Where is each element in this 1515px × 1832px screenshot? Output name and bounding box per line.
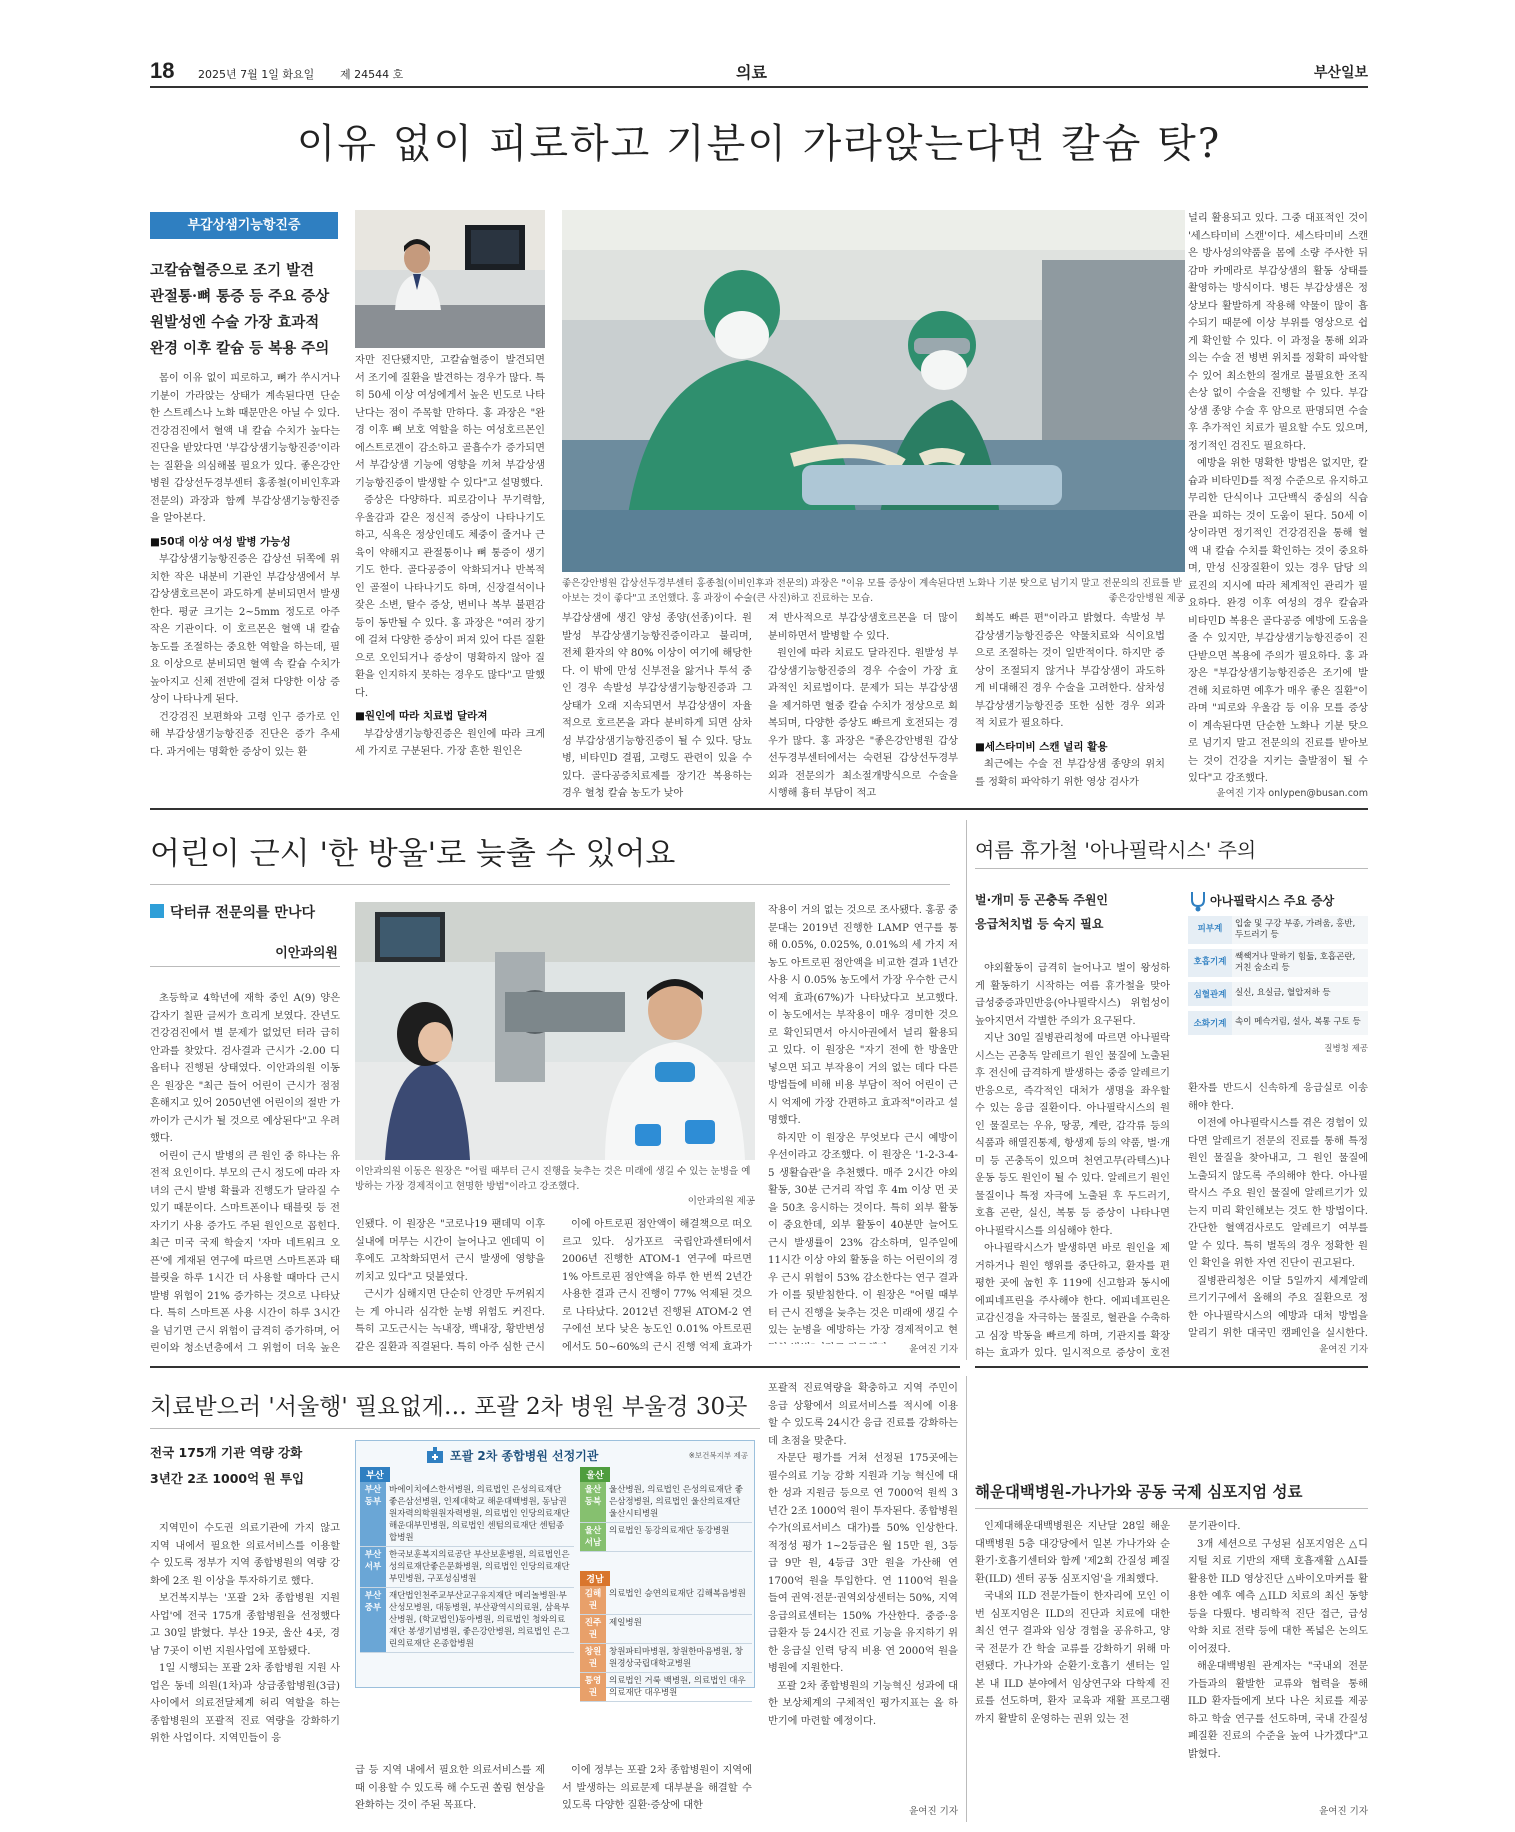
hospital-cell: 의료법인 거룩 백병원, 의료법인 대우의료재단 대우병원 (606, 1673, 752, 1702)
paragraph: 증상은 다양하다. 피로감이나 무기력함, 우울감과 같은 정신적 증상이 나타나기도 하고, 식욕은 정상인데도 체중이 줄거나 근육이 약해지고 관절통이나 뼈 통증이 생기기도 한다. 골다공증이 악화되거나 반복적인 골절이 나타나기도 하며, 신장결석이나 잦은 소변, 탈수 증상, 변비나 복부 불편감 등이 동반될 수 있다. 홍 과장은 "여러 장기에 걸쳐 다양한 증상이 퍼져 있어 다른 질환으로 오인되거나 증상이 명확하지 않아 질환을 인지하지 못하는 경우도 많다"고 말했다. (355, 495, 545, 699)
symptom-category: 심혈관계 (1193, 990, 1227, 1000)
area-cell: 통영권 (580, 1673, 606, 1702)
symptom-text: 실신, 요실금, 혈압저하 등 (1232, 982, 1368, 1006)
symptom-box-credit: 질병청 제공 (1324, 1044, 1368, 1054)
area-cell: 부산 동부 (360, 1482, 386, 1547)
story2-clinic: 이안과의원 (275, 946, 338, 961)
eye-exam-photo-caption: 이안과의원 이동은 원장은 "어릴 때부터 근시 진행을 늦추는 것은 미래에 생길 수 있는 눈병을 예방하는 가장 경제적이고 현명한 방법"이라고 강조했다. (355, 1166, 751, 1192)
paragraph: 건강검진 보편화와 고령 인구 증가로 인해 부갑상샘기능항진증 진단은 증가 추세다. 과거에는 명확한 증상이 있는 환 (150, 711, 340, 758)
paragraph: 지난 30일 질병관리청에 따르면 아나필락시스는 곤충독 알레르기 원인 물질에 노출된 후 전신에 급격하게 발생하는 중증 알레르기 반응으로, 즉각적인 대처가 생명을 좌우할 수 있는 응급 질환이다. 아나필락시스의 원인 물질로는 우유, 땅콩, 계란, 갑각류 등의 식품과 해열진통제, 항생제 등의 약품, 벌·개미 등 곤충독이 있으며 천연고무(라텍스)나 운동 등도 원인이 될 수 있다. 알레르기 원인 물질이나 특정 자극에 노출된 후 두드러기, 호흡 곤란, 실신, 복통 등 증상이 나타나면 아나필락시스를 의심해야 한다. (975, 1033, 1170, 1237)
table-title: 포괄 2차 종합병원 선정기관 (450, 1449, 599, 1463)
paragraph: 하지만 이 원장은 무엇보다 근시 예방이 우선이라고 강조했다. 이 원장은 '1-2-3-4-5 생활습관'을 추천했다. 매주 2시간 야외활동, 30분 근거리 작업 후 4m 이상 먼 곳을 50초 응시하는 것이다. 특히 외부 활동이 중요한데, 외부 활동이 40분만 늘어도 근시 발생률이 23% 감소하며, 일주일에 11시간 이상 야외 활동을 하는 어린이의 경우 근시 위험이 53% 감소한다는 연구 결과가 이를 뒷받침한다. 이 원장은 "어릴 때부터 근시 진행을 늦추는 것은 미래에 생길 수 있는 눈병을 예방하는 가장 경제적이고 현 (768, 1132, 958, 1336)
paragraph: 지역민이 수도권 의료기관에 가지 않고 지역 내에서 필요한 의료서비스를 이용할 수 있도록 정부가 지역 종합병원의 역량 강화에 2조 원 이상을 투자하기로 했다. (150, 1523, 340, 1587)
deck-line: 고칼슘혈증으로 조기 발견 (150, 262, 315, 279)
ulsan-group (580, 1467, 752, 1552)
area-cell: 울산 동북 (580, 1482, 606, 1523)
story5-headline: 해운대백병원-가나가와 공동 국제 심포지엄 성료 (975, 1482, 1303, 1501)
paragraph: 문기관이다. (1188, 1521, 1241, 1532)
paragraph: 자만 진단됐지만, 고칼슘혈증이 발견되면서 조기에 질환을 발견하는 경우가 많다. 특히 50세 이상 여성에게서 높은 빈도로 나타난다는 점이 주목할 만하다. 홍 과장은 "완경 이후 뼈 보호 역할을 하는 여성호르몬인 에스트로겐이 감소하고 골흡수가 증가되면서 부갑상샘 기능에 영향을 끼쳐 부갑상샘기능항진증이 발생할 수 있다"고 설명했다. (355, 355, 545, 489)
story4-column-3 (562, 1762, 752, 1818)
surgery-photo-credit: 좋은강안병원 제공 (1108, 593, 1185, 604)
deck-line: 관절통·뼈 통증 등 주요 증상 (150, 288, 330, 305)
paragraph: 이전에 아나필락시스를 겪은 경험이 있다면 알레르기 전문의 진료를 통해 특정 원인 물질을 찾아내고, 그 원인 물질에 노출되지 않도록 주의해야 한다. 아나필락시스 주요 원인 물질에 알레르기가 있는지 미리 확인해보는 것도 한 방법이다. 간단한 혈액검사로도 알레르기 여부를 알 수 있다. 특히 벌독의 경우 정확한 원인 확인을 위한 자연 진단이 권고된다. (1188, 1118, 1368, 1269)
story4-column-4 (768, 1380, 958, 1806)
paragraph: 널리 활용되고 있다. 그중 대표적인 것이 '세스타미비 스캔'이다. 세스타미비 스캔은 방사성의약품을 몸에 소량 주사한 뒤 감마 카메라로 부갑상샘의 활동 상태를 촬영하는 방식이다. 병든 부갑상샘은 정상보다 활발하게 작용해 약물이 많이 흡수되기 때문에 이상 부위를 영상으로 쉽게 확인할 수 있다. 이 과정을 통해 외과의는 수술 전 병변 위치를 정확히 파악할 수 있어 최소한의 절개로 불필요한 조직 손상 없이 수술을 진행할 수 있다. 부갑상샘 종양 수술 후 암으로 판명되면 수술 후 추가적인 치료가 필요할 수도 있으며, 정기적인 검진도 필요하다. (1188, 213, 1368, 452)
story2-column-1 (150, 990, 340, 1358)
paragraph: 져 반사적으로 부갑상샘호르몬을 더 많이 분비하면서 발병할 수 있다. (768, 613, 958, 642)
hospital-cell: 의료법인 동강의료재단 동강병원 (606, 1523, 752, 1552)
table-row (580, 1482, 752, 1523)
story3-headline-rule (975, 868, 1368, 869)
story4-column-1 (150, 1520, 340, 1818)
column-divider (966, 1376, 967, 1822)
area-cell: 진주권 (580, 1615, 606, 1644)
paragraph: 질병관리청은 이달 5일까지 세계알레르기기구에서 올해의 주요 질환으로 정한 아나필락시스의 예방과 대처 방법을 알리기 위한 대국민 캠페인을 실시한다. (1188, 1275, 1368, 1339)
paragraph: 보건복지부는 '포괄 2차 종합병원 지원 사업'에 전국 175개 종합병원을 선정했다고 30일 밝혔다. 부산 19곳, 울산 4곳, 경남 7곳이 이번 지원사업에 포함됐다. (150, 1593, 340, 1657)
table-row (360, 1482, 574, 1547)
story4-headline: 치료받으러 '서울행' 필요없게… 포괄 2차 병원 부울경 30곳 (150, 1394, 748, 1420)
masthead-rule (150, 86, 1368, 88)
paragraph: 부갑상샘에 생긴 양성 종양(선종)이다. 원발성 부갑상샘기능항진증이라고 불리며, 전체 환자의 약 80% 이상이 여기에 해당한다. 이 밖에 만성 신부전을 앓거나 투석 중인 경우 속발성 부갑상샘기능항진증과 그 상태가 오래 지속되면서 부갑상샘이 자율적으로 호르몬을 과다 분비하게 되면 삼차성 부갑상샘기능항진증이 될 수 있다. 당뇨병, 비타민D 결핍, 고령도 관련이 있을 수 있다. 골다공증치료제를 장기간 복용하는 경우 혈청 칼슘 농도가 낮아 (562, 613, 752, 799)
doctor-consult-photo (355, 210, 545, 348)
symptom-row (1188, 916, 1368, 944)
story2-column-4 (768, 902, 958, 1344)
paragraph: 포괄 2차 종합병원의 기능혁신 성과에 대한 보상체계의 구체적인 평가지표는 올 하반기에 마련할 예정이다. (768, 1680, 958, 1727)
story5-column-2 (1188, 1518, 1368, 1804)
surgery-photo-caption: 좋은강안병원 갑상선두경부센터 홍종철(이비인후과 전문의) 과장은 "이유 모를 증상이 계속된다면 노화나 기분 탓으로 넘기지 말고 전문의의 진료를 받아보는 것이 좋다"고 조언했다. 홍 과장이 수술(큰 사진)하고 진료하는 모습. (562, 578, 1182, 604)
paragraph: 급 등 지역 내에서 필요한 의료서비스를 제때 이용할 수 있도록 해 수도권 쏠림 현상을 완화하는 것이 주된 목표다. (355, 1765, 545, 1811)
hospital-table (355, 1440, 755, 1698)
table-credit: ※보건복지부 제공 (688, 1451, 748, 1460)
paragraph: 3개 세션으로 구성된 심포지엄은 △디지털 치료 기반의 재택 호흡재활 △AI를 활용한 ILD 영상진단 △바이오마커를 활용한 예후 예측 △ILD 치료의 최신 동향 등을 다뤘다. 병리학적 진단 접근, 급성 악화 치료 전략 등에 대한 폭넓은 논의도 이어졌다. (1188, 1538, 1368, 1655)
area-cell: 부산 중부 (360, 1588, 386, 1653)
story1-tag: 부갑상샘기능항진증 (150, 212, 338, 239)
table-row (360, 1588, 574, 1653)
paragraph: 몸이 이유 없이 피로하고, 뼈가 쑤시거나 기분이 가라앉는 상태가 계속된다면 단순한 스트레스나 노화 때문만은 아닐 수 있다. 건강검진에서 혈액 내 칼슘 수치가 높다는 진단을 받았다면 '부갑상샘기능항진증'이라는 질환을 의심해볼 필요가 있다. 좋은강안병원 갑상선두경부센터 홍종철(이비인후과 전문의) 과장과 함께 부갑상샘기능항진증을 알아본다. (150, 373, 340, 524)
paragraph: 회복도 빠른 편"이라고 밝혔다. 속발성 부갑상샘기능항진증은 약물치료와 식이요법으로 조절하는 것이 일반적이다. 하지만 증상이 조절되지 않거나 부갑상샘이 과도하게 비대해진 경우 수술을 고려한다. 삼차성 부갑상샘기능항진증 또한 심한 경우 외과적 치료가 필요하다. (975, 613, 1165, 729)
paragraph: 초등학교 4학년에 재학 중인 A(9) 양은 갑자기 칠판 글씨가 흐리게 보였다. 잔년도 건강검진에서 별 문제가 없었던 터라 급히 안과를 찾았다. 검사결과 근시가 -2.00 디옵터나 진행된 상태였다. 이안과의원 이동은 원장은 "최근 들어 어린이 근시가 점점 흔해지고 있어 2050년엔 어린이의 절반 가까이가 근시가 될 것으로 예상된다"고 우려했다. (150, 993, 340, 1144)
story3-deck (975, 888, 1155, 936)
symptom-row (1188, 949, 1368, 977)
paragraph: 야외활동이 급격히 늘어나고 벌이 왕성하게 활동하기 시작하는 여름 휴가철을 맞아 급성중증과민반응(아나필락시스) 위험성이 높아지면서 각별한 주의가 요구된다. (975, 963, 1170, 1027)
symptom-text: 쌕쌕거나 말하기 힘듦, 호흡곤란, 거친 숨소리 등 (1232, 949, 1368, 977)
symptom-category: 호흡기계 (1193, 957, 1227, 967)
stethoscope-icon (1188, 890, 1208, 912)
hospital-cell: 한국보훈복지의료공단 부산보훈병원, 의료법인은성의료재단좋은문화병원, 의료법인 인당의료재단 부민병원, 구포성심병원 (386, 1547, 574, 1588)
story2-headline: 어린이 근시 '한 방울'로 늦출 수 있어요 (150, 836, 676, 872)
subhead: ■세스타미비 스캔 널리 활용 (975, 740, 1108, 753)
gyeongnam-table (580, 1586, 752, 1702)
story1-byline: 윤여진 기자 onlypen@busan.com (1216, 788, 1368, 799)
story1-column-4 (768, 610, 958, 800)
table-row (580, 1644, 752, 1673)
subhead: ■원인에 따라 치료법 달라져 (355, 710, 488, 722)
story3-column-1 (975, 960, 1170, 1358)
newspaper-name: 부산일보 (1313, 65, 1368, 81)
story1-column-5 (975, 610, 1165, 800)
square-marker-icon (150, 904, 164, 918)
story1-column-2 (355, 352, 545, 800)
table-row (580, 1673, 752, 1702)
hospital-cell: 울산병원, 의료법인 은성의료재단 좋은삼정병원, 의료법인 울산의료재단 울산시티병원 (606, 1482, 752, 1523)
hospital-cell: 바에이치에스한서병원, 의료법인 은성의료재단 좋은삼선병원, 인제대학교 해운대백병원, 동남권원자력의학원원자력병원, 의료법인 인당의료재단 해운대부민병원, 의료법인 센텀의료재단 센텀종합병원 (386, 1482, 574, 1547)
area-cell: 창원권 (580, 1644, 606, 1673)
table-row (580, 1615, 752, 1644)
story4-byline: 윤여진 기자 (909, 1806, 958, 1817)
story2-column-3 (562, 1216, 752, 1358)
story2-tag-label: 닥터큐 전문의를 만나다 (170, 905, 315, 921)
story5-headline-rule (975, 1508, 1368, 1509)
story4-column-2 (355, 1762, 545, 1818)
paragraph: 근시가 심해지면 단순히 안경만 두꺼워지는 게 아니라 심각한 눈병 위험도 커진다. 특히 고도근시는 녹내장, 백내장, 황반변성 같은 질환과 직결된다. 특히 아주 심한 근시 (355, 1289, 545, 1353)
table-row (580, 1586, 752, 1615)
paragraph: 이에 정부는 포괄 2차 종합병원이 지역에서 발생하는 의료문제 대부분을 해결할 수 있도록 다양한 질환·증상에 대한 (562, 1765, 752, 1811)
story5-byline: 윤여진 기자 (1319, 1806, 1368, 1817)
story2-byline: 윤여진 기자 (909, 1344, 958, 1355)
gyeongnam-group (580, 1571, 752, 1702)
story1-column-3 (562, 610, 752, 800)
area-cell: 울산 서남 (580, 1523, 606, 1552)
ulsan-table (580, 1482, 752, 1552)
story2-tag (150, 900, 340, 922)
anaphylaxis-symptom-box (1188, 890, 1368, 1060)
area-cell: 김해권 (580, 1586, 606, 1615)
surgery-photo (562, 210, 1185, 572)
issue-number: 제 24544 호 (340, 68, 404, 81)
deck-line: 원발성엔 수술 가장 효과적 (150, 314, 320, 331)
story1-column-1 (150, 370, 340, 800)
section-name: 의료 (736, 63, 767, 82)
hospital-cell: 재단법인천주교부산교구유지재단 메리놀병원·부산성모병원, 대동병원, 부산광역시의료원, 삼육부산병원, (학교법인)동아병원, 의료법인 청와의료재단 봉생기념병원, 좋은강안병원, 의료법인 은그린의료재단 온종합병원 (386, 1588, 574, 1653)
eye-exam-photo (355, 902, 755, 1160)
section-divider (150, 808, 1368, 810)
section-divider (975, 1366, 1368, 1368)
story1-deck (150, 258, 340, 362)
paragraph: 부갑상샘기능항진증은 원인에 따라 크게 세 가지로 구분된다. 가장 흔한 원인은 (355, 728, 545, 757)
paragraph: 이에 아트로핀 점안액이 해결책으로 떠오르고 있다. 싱가포르 국립안과센터에서 2006년 진행한 ATOM-1 연구에 따르면 1% 아트로핀 점안액을 하루 한 번씩 2년간 사용한 결과 근시 진행이 77% 억제된 것으로 나타났다. 2012년 진행된 ATOM-2 연구에선 보다 낮은 농도인 0.01% 아트로핀에서도 50~60%의 근시 진행 억제 효과가 (562, 1219, 752, 1353)
story2-tag-rule (150, 966, 340, 967)
paragraph: 최근에는 수술 전 부갑상샘 종양의 위치를 정확히 파악하기 위한 영상 검사가 (975, 759, 1165, 788)
paragraph: 원인에 따라 치료도 달라진다. 원발성 부갑상샘기능항진증의 경우 수술이 가장 효과적인 치료법이다. 문제가 되는 부갑상샘을 제거하면 혈중 칼슘 수치가 정상으로 회복되며, 다양한 증상도 빠르게 호전되는 경우가 많다. 홍 과장은 "좋은강안병원 갑상선두경부센터에서는 숙련된 갑상선두경부외과 전문의가 최소절개방식으로 수술을 시행해 흉터 부담이 적고 (768, 648, 958, 799)
hospital-cell: 창원파티마병원, 창원한마음병원, 창원경상국립대학교병원 (606, 1644, 752, 1673)
table-row (360, 1547, 574, 1588)
symptom-row (1188, 982, 1368, 1006)
paragraph: 1일 시행되는 포괄 2차 종합병원 지원 사업은 동네 의원(1차)과 상급종합병원(3급) 사이에서 의료전달체계 허리 역할을 하는 종합병원의 포괄적 진료 역량을 강화하기 위한 사업이다. 지역민들이 응 (150, 1663, 340, 1744)
story1-column-6 (1188, 210, 1368, 786)
story4-headline-rule (150, 1428, 760, 1429)
paragraph: 인제대해운대백병원은 지난달 28일 해운대백병원 5층 대강당에서 일본 가나가와 순환기·호흡기센터와 함께 '제2회 간질성 폐질환(ILD) 센터 공동 심포지엄'을 개최했다. (975, 1521, 1170, 1585)
gyeongnam-label: 경남 (580, 1571, 610, 1586)
symptom-category: 소화기계 (1193, 1019, 1227, 1029)
paragraph: 국내외 ILD 전문가들이 한자리에 모인 이번 심포지엄은 ILD의 진단과 치료에 대한 최신 연구 결과와 임상 경험을 공유하고, 양국 전문가 간 학술 교류를 강화하기 위해 마련됐다. 가나가와 순환기·호흡기 센터는 일본 내 ILD 분야에서 임상연구와 다학제 진료를 선도하며, 환자 교육과 재활 프로그램까지 활발히 운영하는 권위 있는 전 (975, 1591, 1170, 1725)
ulsan-label: 울산 (580, 1467, 610, 1482)
hospital-cell: 제일병원 (606, 1615, 752, 1644)
deck-line: 완경 이후 칼슘 등 복용 주의 (150, 340, 330, 357)
symptom-category: 피부계 (1197, 924, 1223, 934)
hospital-cell: 의료법인 승연의료재단 김해복음병원 (606, 1586, 752, 1615)
subhead: ■50대 이상 여성 발병 가능성 (150, 535, 291, 548)
story3-column-2 (1188, 1080, 1368, 1344)
story3-byline: 윤여진 기자 (1319, 1344, 1368, 1355)
paragraph: 환자를 반드시 신속하게 응급실로 이송해야 한다. (1188, 1083, 1368, 1112)
issue-date: 2025년 7월 1일 화요일 (198, 68, 315, 81)
story3-headline: 여름 휴가철 '아나필락시스' 주의 (975, 838, 1257, 862)
paragraph: 예방을 위한 명확한 방법은 없지만, 칼슘과 비타민D를 적정 수준으로 유지하고 무리한 단식이나 고단백식 중심의 식습관을 피하는 것이 도움이 된다. 50세 이상이라면 정기적인 건강검진을 통해 혈액 내 칼슘 수치를 확인하는 것이 중요하며, 만성 신장질환이 있는 경우 담당 의료진의 지시에 따라 체계적인 관리가 필요하다. 완경 이후 여성의 경우 칼슘과 비타민D 복용은 골다공증 예방에 도움을 줄 수 있지만, 부갑상샘기능항진증이 진단받으면 복용에 주의가 필요하다. 홍 과장은 "부갑상샘기능항진증은 조기에 발견해 치료하면 예후가 매우 좋은 질환"이라며 "피로와 우울감 등 이유 모를 증상이 계속된다면 단순한 노화나 기분 탓으로 넘기지 말고 전문의의 진료를 받아보는 것이 건강을 지키는 출발점이 될 수 있다"고 강조했다. (1188, 458, 1368, 784)
story4-deck (150, 1440, 340, 1492)
deck-line: 응급처치법 등 숙지 필요 (975, 917, 1104, 931)
story2-column-2 (355, 1216, 545, 1358)
paragraph: 작용이 거의 없는 것으로 조사됐다. 홍콩 중문대는 2019년 진행한 LAMP 연구를 통해 0.05%, 0.025%, 0.01%의 세 가지 저농도 아트로핀 점안액을 비교한 결과 1년간 사용 시 0.05% 농도에서 가장 우수한 근시 억제 효과(67%)가 나타났다고 보고했다. 이 농도에서는 부작용이 매우 경미한 것으로 확인되면서 아시아권에서 널리 활용되고 있다. 이 원장은 "자기 전에 한 방울만 넣으면 되고 부작용이 거의 없는 데다 다른 방법들에 비해 비용 부담이 적어 어린이 근시 억제에 가장 간편하고 효과적"이라고 설명했다. (768, 905, 958, 1126)
paragraph: 어린이 근시 발병의 큰 원인 중 하나는 유전적 요인이다. 부모의 근시 정도에 따라 자녀의 근시 발병 확률과 진행도가 달라질 수 있기 때문이다. 스마트폰이나 태블릿 등 전자기기 사용 증가도 주된 원인으로 꼽힌다. 최근 미국 국제 학술지 '자마 네트워크 오픈'에 게재된 연구에 따르면 스마트폰과 태블릿을 하루 1시간 더 사용할 때마다 근시 발병 위험이 21% 증가하는 것으로 나타났다. 특히 스마트폰 사용 시간이 하루 3시간을 넘기면 근시 위험이 급격히 증가하며, 어린이와 청소년층에서 그 위험이 더욱 높은 (150, 1150, 340, 1354)
paragraph: 해운대백병원 관계자는 "국내외 전문가들과의 활발한 교류와 협력을 통해 ILD 환자들에게 보다 나은 치료를 제공하고 학술 연구를 선도하며, 국내 간질성폐질환 진료의 수준을 높여 나가겠다"고 밝혔다. (1188, 1661, 1368, 1760)
story1-headline: 이유 없이 피로하고 기분이 가라앉는다면 칼슘 탓? (296, 121, 1222, 167)
page-number: 18 (150, 58, 175, 83)
paragraph: 포괄적 진료역량을 확충하고 지역 주민이 응급 상황에서 의료서비스를 적시에 이용할 수 있도록 24시간 응급 진료를 강화하는 데 초점을 맞춘다. (768, 1383, 958, 1447)
area-cell: 부산 서부 (360, 1547, 386, 1588)
paragraph: 아나필락시스가 발생하면 바로 원인을 제거하거나 원인 행위를 중단하고, 환자를 편평한 곳에 눕힌 후 119에 신고함과 동시에 에피네프린을 주사해야 한다. 에피네프린은 교감신경을 자극하는 물질로, 혈관을 수축하고 심장 박동을 빠르게 하며, 기관지를 확장하는 효과가 있다. 일시적으로 증상이 호전 (975, 1243, 1170, 1358)
deck-line: 벌·개미 등 곤충독 주원인 (975, 893, 1109, 907)
symptom-list (1188, 916, 1368, 1040)
deck-line: 전국 175개 기관 역량 강화 (150, 1445, 303, 1460)
eye-exam-photo-credit: 이안과의원 제공 (687, 1196, 755, 1207)
section-divider (150, 1366, 960, 1368)
masthead (150, 58, 1368, 86)
busan-group (360, 1467, 574, 1653)
symptom-row (1188, 1011, 1368, 1035)
symptom-text: 속이 메슥거림, 설사, 복통 구토 등 (1232, 1011, 1368, 1035)
deck-line: 3년간 2조 1000억 원 투입 (150, 1471, 305, 1486)
column-divider (966, 820, 967, 1360)
symptom-box-title: 아나필락시스 주요 증상 (1210, 894, 1335, 908)
hospital-icon (426, 1447, 444, 1463)
story5-column-1 (975, 1518, 1170, 1818)
busan-label: 부산 (360, 1467, 390, 1482)
symptom-text: 입술 및 구강 부종, 가려움, 홍반, 두드러기 등 (1232, 916, 1368, 944)
paragraph: 부갑상샘기능항진증은 갑상선 뒤쪽에 위치한 작은 내분비 기관인 부갑상샘에서 부갑상샘호르몬이 과도하게 분비되면서 발생한다. 평균 크기는 2~5mm 정도로 아주 작은 기관이다. 이 호르몬은 혈액 내 칼슘 농도를 조절하는 중요한 역할을 하는데, 필요 이상으로 분비되면 혈액 속 칼슘 수치가 높아지고 신체 전반에 걸쳐 다양한 이상 증상이 나타나게 된다. (150, 554, 340, 705)
busan-table (360, 1482, 574, 1653)
paragraph: 인됐다. 이 원장은 "코로나19 팬데믹 이후 실내에 머무는 시간이 늘어나고 엔데믹 이후에도 고착화되면서 근시 발생에 영향을 끼치고 있다"고 덧붙였다. (355, 1219, 545, 1283)
paragraph: 자문단 평가를 거쳐 선정된 175곳에는 필수의료 기능 강화 지원과 기능 혁신에 대한 성과 지원금 등으로 연 7000억 원씩 3년간 2조 1000억 원이 투자된다. 종합병원 수가(의료서비스 대가)를 50% 인상한다. 적정성 평가 1~2등급은 월 15만 원, 3등급 9만 원, 4등급 3만 원을 가산해 연 1700억 원을 투입한다. 연 1100억 원을 들여 권역·전문·권역외상센터는 50%, 지역응급의료센터는 150% 가산한다. 중증·응급환자 등 24시간 진료 기능을 유지하기 위한 응급실 인력 당직 비용 연 2000억 원을 병원에 지원한다. (768, 1453, 958, 1674)
table-row (580, 1523, 752, 1552)
story2-headline-rule (150, 884, 950, 885)
